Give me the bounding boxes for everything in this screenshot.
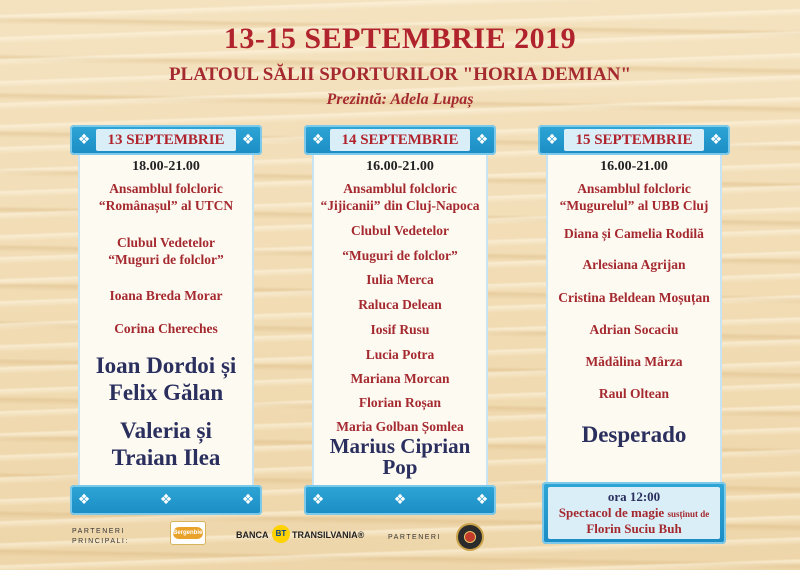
day-label: 13 SEPTEMBRIE (96, 129, 236, 151)
act-item: Iosif Rusu (370, 322, 430, 337)
event-dates-title: 13-15 SEPTEMBRIE 2019 (223, 22, 577, 55)
folk-ornament-icon: ❖ (475, 132, 489, 148)
act-item: Maria Golban Șomlea (336, 419, 464, 434)
act-item: Ioana Breda Morar (109, 288, 223, 303)
bt-mark-icon: BT (272, 525, 290, 543)
day-header-banner (70, 125, 262, 155)
time-slot: 18.00-21.00 (132, 159, 200, 174)
folk-ornament-icon: ❖ (77, 132, 91, 148)
act-item: “Muguri de folclor” (342, 248, 458, 263)
act-item: Cristina Beldean Moșuțan (558, 290, 710, 305)
headliner: Ioan Dordoi și (95, 353, 237, 378)
folk-ornament-icon: ❖ (545, 132, 559, 148)
act-item: “Românașul” al UTCN (98, 198, 234, 213)
folk-ornament-icon: ❖ (241, 492, 255, 508)
day-header-banner (304, 125, 496, 155)
folk-ornament-icon: ❖ (159, 492, 173, 508)
folk-ornament-icon: ❖ (311, 492, 325, 508)
bank-name-right: TRANSILVANIA® (292, 530, 365, 540)
headliner: Desperado (581, 422, 687, 447)
act-item: “Muguri de folclor” (108, 252, 224, 267)
day-footer-banner (70, 485, 262, 515)
day-label: 14 SEPTEMBRIE (330, 129, 470, 151)
magic-show-time: ora 12:00 (607, 489, 661, 504)
act-item: Mariana Morcan (350, 371, 450, 386)
act-item: “Jijicanii” din Cluj-Napoca (320, 198, 480, 213)
day-header-banner (538, 125, 730, 155)
act-item: Adrian Socaciu (589, 322, 679, 337)
headliner: Pop (382, 455, 418, 479)
main-partners-label: PARTENERI PRINCIPALI: (72, 528, 129, 545)
venue-title: PLATOUL SĂLII SPORTURILOR "HORIA DEMIAN" (168, 64, 632, 85)
act-item: Diana și Camelia Rodilă (564, 226, 704, 241)
act-item: Florian Roșan (358, 395, 442, 410)
time-slot: 16.00-21.00 (366, 159, 434, 174)
act-item: Ansamblul folcloric (577, 181, 691, 196)
folk-ornament-icon: ❖ (311, 132, 325, 148)
time-slot: 16.00-21.00 (600, 159, 668, 174)
day-label: 15 SEPTEMBRIE (564, 129, 704, 151)
folk-ornament-icon: ❖ (77, 492, 91, 508)
folk-ornament-icon: ❖ (475, 492, 489, 508)
day-column-13 (70, 125, 262, 515)
magic-show-by: susținut de (667, 509, 710, 519)
act-item: Raluca Delean (358, 297, 442, 312)
act-item: “Mugurelul” al UBB Cluj (559, 198, 709, 213)
day-footer-banner (304, 485, 496, 515)
bank-name-left: BANCA (236, 530, 269, 540)
act-item: Mădălina Mârza (585, 354, 683, 369)
act-item: Clubul Vedetelor (351, 223, 449, 238)
banca-transilvania-logo (236, 525, 365, 547)
headliner: Traian Ilea (111, 445, 221, 470)
partners-footer (0, 515, 800, 570)
day-column-14 (304, 125, 496, 515)
presenter-line: Prezintă: Adela Lupaș (326, 91, 474, 108)
bergenbier-logo-text: Bergenbier (173, 527, 203, 539)
act-item: Arlesiana Agrijan (582, 257, 686, 272)
partners-label: PARTENERI (388, 534, 441, 541)
act-item: Raul Oltean (598, 386, 670, 401)
headliner: Felix Gălan (108, 380, 224, 405)
act-item: Lucia Potra (365, 347, 435, 362)
headliner: Valeria și (120, 418, 212, 443)
magic-show-performer: Florin Suciu Buh (586, 521, 682, 536)
act-item: Ansamblul folcloric (109, 181, 223, 196)
day-column-15 (538, 125, 730, 515)
headliner: Marius Ciprian (329, 434, 471, 458)
act-item: Clubul Vedetelor (117, 235, 215, 250)
act-item: Corina Chereches (114, 321, 218, 336)
folk-ornament-icon: ❖ (709, 132, 723, 148)
act-item: Iulia Merca (366, 272, 434, 287)
bergenbier-logo (170, 521, 206, 545)
magic-show-title: Spectacol de magie (558, 505, 665, 520)
partner-seal-icon (456, 523, 484, 551)
folk-ornament-icon: ❖ (241, 132, 255, 148)
folk-ornament-icon: ❖ (393, 492, 407, 508)
partner-seal-center (464, 531, 476, 543)
act-item: Ansamblul folcloric (343, 181, 457, 196)
